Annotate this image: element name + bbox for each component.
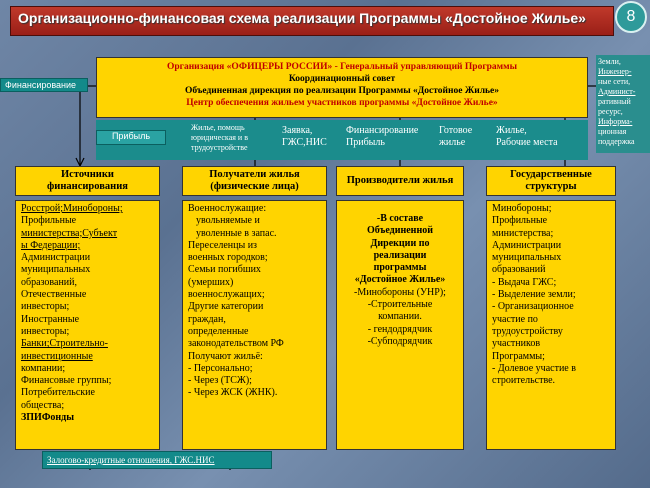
note-line: Инженер-: [598, 67, 632, 76]
list-item: - Выделение земли;: [492, 289, 576, 301]
flow-text: Прибыль: [346, 137, 385, 148]
list-item: -Строительные: [367, 299, 433, 311]
list-item: Другие категории: [188, 301, 264, 313]
note-line: Админист-: [598, 87, 636, 96]
list-item: муниципальных: [21, 264, 91, 276]
list-item: - Долевое участие в: [492, 362, 576, 374]
flow-application: [282, 125, 327, 149]
list-item: законодательством РФ: [188, 338, 284, 350]
resources-note: [596, 55, 650, 153]
list-item: ы Федерации;: [21, 239, 81, 251]
list-item: трудоустройству: [492, 325, 563, 337]
flow-text: трудоустройстве: [191, 143, 248, 152]
list-item: участников: [492, 338, 541, 350]
list-item: инвестиционные: [21, 350, 93, 362]
recipients-header: [182, 166, 327, 196]
list-item: Иностранные: [21, 313, 80, 325]
list-item: Получают жильё:: [188, 350, 263, 362]
list-item: Банки;Строительно-: [21, 338, 108, 350]
org-line-2: Координационный совет: [288, 74, 396, 84]
list-item: - Персонально;: [188, 362, 253, 374]
note-line: поддержка: [598, 137, 635, 146]
list-item: (умерших): [188, 276, 234, 288]
flow-housing-help: [191, 123, 248, 153]
list-item: компании;: [21, 362, 66, 374]
recipients-list: [182, 200, 327, 450]
list-item: -В составе: [376, 213, 424, 224]
header-text: (физические лица): [210, 181, 299, 192]
list-item: увольняемые и: [196, 215, 260, 227]
organization-box: [96, 57, 588, 118]
list-item: Финансовые группы;: [21, 375, 112, 387]
list-item: общества;: [21, 399, 65, 411]
list-item: военных городков;: [188, 252, 268, 264]
list-item: -Минобороны (УНР);: [354, 286, 446, 298]
flow-text: Рабочие места: [496, 137, 558, 148]
list-item: Профильные: [492, 215, 548, 227]
list-item: министерства;Субъект: [21, 227, 118, 239]
list-item: инвесторы;: [21, 301, 70, 313]
sources-list: [15, 200, 160, 450]
page-title: Организационно-финансовая схема реализации Программы «Достойное Жилье»: [18, 10, 586, 26]
note-line: ционная: [598, 127, 627, 136]
flow-financing-profit: [346, 125, 418, 149]
list-item: муниципальных: [492, 252, 562, 264]
note-line: Информа-: [598, 117, 633, 126]
list-item: Профильные: [21, 215, 77, 227]
list-item: Семьи погибших: [188, 264, 261, 276]
list-item: программы: [373, 262, 427, 274]
list-item: компании.: [378, 311, 422, 323]
flow-text: Жилье,: [496, 125, 527, 136]
list-item: определенные: [188, 325, 249, 337]
list-item: - Выдача ГЖС;: [492, 276, 557, 288]
list-item: Объединенной: [367, 225, 433, 237]
org-line-4: Центр обеспечения жильем участников программы «Достойное Жилье»: [186, 98, 498, 108]
list-item: - Через ЖСК (ЖНК).: [188, 387, 278, 399]
list-item: - Организационное: [492, 301, 574, 313]
list-item: Военнослужащие:: [188, 203, 267, 214]
list-item: военнослужащих;: [188, 289, 265, 301]
list-item: ЗПИФонды: [21, 412, 75, 424]
header-text: финансирования: [47, 181, 128, 192]
flow-housing-workers: [496, 125, 558, 149]
list-item: Потребительские: [21, 387, 95, 399]
list-item: «Достойное Жилье»: [354, 274, 446, 286]
list-item: Дирекции по: [370, 237, 430, 249]
list-item: инвесторы;: [21, 325, 70, 337]
header-text: Производители жилья: [346, 175, 454, 186]
note-line: ные сети,: [598, 77, 631, 86]
list-item: Отечественные: [21, 289, 87, 301]
flow-text: жилье: [439, 137, 466, 148]
producers-list: [336, 200, 464, 450]
profit-label: Прибыль: [96, 130, 166, 145]
flow-band: [96, 120, 588, 160]
flow-text: юридическая и в: [191, 133, 248, 142]
slide-number-badge: 8: [615, 1, 647, 33]
list-item: уволенные в запас.: [196, 227, 277, 239]
list-item: реализации: [373, 249, 427, 261]
note-line: ративный: [598, 97, 631, 106]
bottom-text: Залогово-кредитные отношения, ГЖС.НИС: [47, 455, 215, 465]
header-text: Государственные: [510, 169, 592, 180]
list-item: строительстве.: [492, 375, 556, 387]
list-item: -Субподрядчик: [367, 335, 433, 347]
producers-header: [336, 166, 464, 196]
government-list: [486, 200, 616, 450]
list-item: образований: [492, 264, 546, 276]
list-item: Минобороны;: [492, 203, 552, 214]
list-item: образований,: [21, 276, 78, 288]
list-item: - Через (ТСЖ);: [188, 375, 252, 387]
list-item: министерства;: [492, 227, 554, 239]
flow-ready-housing: [439, 125, 472, 149]
government-header: [486, 166, 616, 196]
list-item: граждан,: [188, 313, 226, 325]
list-item: Программы;: [492, 350, 545, 362]
note-line: Земли,: [598, 57, 621, 66]
credit-relations-label: [42, 451, 272, 469]
financing-label: Финансирование: [0, 78, 88, 92]
header-text: структуры: [525, 181, 577, 192]
list-item: Переселенцы из: [188, 239, 257, 251]
flow-text: ГЖС,НИС: [282, 137, 327, 148]
sources-header: [15, 166, 160, 196]
org-line-1: Организация «ОФИЦЕРЫ РОССИИ» - Генеральный управляющий Программы: [166, 62, 518, 72]
flow-text: Готовое: [439, 125, 473, 136]
flow-text: Жилье, помощь: [191, 123, 245, 132]
list-item: Росстрой;Минобороны;: [21, 203, 123, 214]
header-text: Источники: [61, 169, 114, 180]
list-item: Администрации: [492, 239, 562, 251]
list-item: Администрации: [21, 252, 91, 264]
list-item: - гендодрядчик: [367, 323, 433, 335]
flow-text: Финансирование: [346, 125, 419, 136]
note-line: ресурс,: [598, 107, 623, 116]
header-text: Получатели жилья: [209, 169, 300, 180]
flow-text: Заявка,: [282, 125, 313, 136]
list-item: участие по: [492, 313, 538, 325]
org-line-3: Объединенная дирекция по реализации Программы «Достойное Жилье»: [184, 86, 500, 96]
